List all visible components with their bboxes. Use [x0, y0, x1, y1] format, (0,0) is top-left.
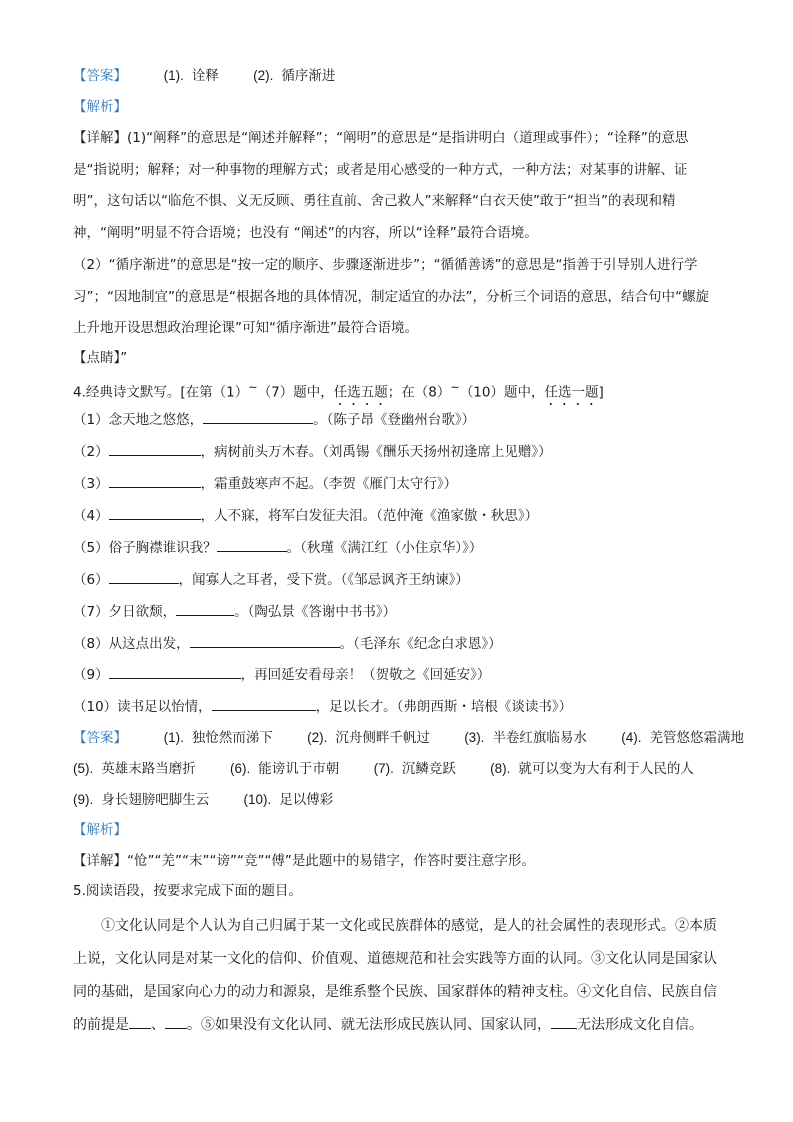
poem-item: （3） ，霜重鼓寒声不起。（李贺《雁门太守行》）	[73, 473, 457, 494]
fill-blank	[129, 1014, 151, 1029]
fill-blank	[212, 696, 316, 711]
answer-item: (3). 半卷红旗临易水	[464, 730, 587, 746]
fill-blank	[551, 1014, 577, 1029]
detail-paragraph-1: 【详解】(1)“阐释”的意思是“阐述并解释”；“阐明”的意思是“是指讲明白（道理或事件）；“诠释”的意思是“指说明；解释；对一种事物的理解方式；或者是用心感受的一种方式，一种方法；对某事的讲解、证明”，这句话以“临危不惧、义无反顾、勇往直前、舍己救人”来解释“白衣天使”敢于“担当”的表现和精神，“阐明”明显不符合语境；也没有 “阐述”的内容，所以“诠释”最符合语境。	[73, 130, 689, 241]
detail-paragraph-2: （2）“循序渐进”的意思是“按一定的顺序、步骤逐渐进步”；“循循善诱”的意思是“指善于引导别人进行学习”；“因地制宜”的意思是“根据各地的具体情况，制定适宜的办法”，分析三个词语的意思，结合句中“螺旋上升地开设思想政治理论课”可知“循序渐进”最符合语境。	[73, 257, 709, 337]
poem-item: （8）从这点出发， 。（毛泽东《纪念白求恩》）	[73, 633, 502, 654]
q4-detail: 【详解】“怆”“羌”“末”“谤”“竞”“傅”是此题中的易错字，作答时要注意字形。	[73, 853, 535, 869]
answer-label: 【答案】	[73, 730, 127, 746]
answer-item: (8). 就可以变为大有利于人民的人	[490, 761, 694, 777]
fill-blank	[203, 409, 313, 424]
answer-item: (2). 循序渐进	[253, 68, 336, 84]
fill-blank	[190, 633, 340, 648]
analysis-label: 【解析】	[73, 99, 127, 115]
answer-item: (6). 能谤讥于市朝	[230, 761, 340, 777]
q4-title: 4.经典诗文默写。[在第（1）~（7）题中，任选五题；在（8）~（10）题中，任选一题]	[73, 381, 604, 401]
dianjing-line: 【点睛】”	[73, 350, 128, 366]
poem-item: （5）俗子胸襟谁识我？ 。（秋瑾《满江红（小住京华）》）	[73, 537, 482, 558]
fill-blank	[217, 537, 287, 552]
poem-item: （7）夕日欲颓， 。（陶弘景《答谢中书书》）	[73, 601, 396, 622]
answer-item: (4). 羌管悠悠霜满地	[621, 730, 744, 746]
q4-answer-line-1	[73, 728, 744, 748]
fill-blank	[165, 1014, 187, 1029]
q4-answer-line-2	[73, 759, 694, 779]
emphasis-text: 任选一题	[544, 384, 599, 401]
q4-answer-line-3	[73, 790, 333, 810]
answer-item: (1). 独怆然而涕下	[163, 730, 273, 746]
q3-answer-line	[73, 66, 365, 86]
q5-title: 5.阅读语段，按要求完成下面的题目。	[73, 883, 302, 899]
fill-blank	[109, 664, 241, 679]
answer-label: 【答案】	[73, 68, 127, 84]
answer-item: (2). 沉舟侧畔千帆过	[307, 730, 430, 746]
answer-item: (1). 诠释	[163, 68, 219, 84]
poem-item: （6） ，闻寡人之耳者，受下赏。（《邹忌讽齐王纳谏》）	[73, 569, 469, 590]
analysis-label: 【解析】	[73, 822, 127, 838]
poem-item: （9） ，再回延安看母亲！（贺敬之《回延安》）	[73, 664, 490, 685]
answer-item: (5). 英雄末路当磨折	[73, 761, 196, 777]
fill-blank	[109, 505, 201, 520]
answer-item: (10). 足以傅彩	[243, 792, 334, 808]
poem-item: （1）念天地之悠悠， 。（陈子昂《登幽州台歌》）	[73, 409, 475, 430]
fill-blank	[109, 569, 179, 584]
fill-blank	[109, 441, 201, 456]
poem-item: （2） ，病树前头万木春。（刘禹锡《酬乐天扬州初逢席上见赠》）	[73, 441, 552, 462]
answer-item: (9). 身长翅膀吧脚生云	[73, 792, 210, 808]
poem-item: （4） ，人不寐，将军白发征夫泪。（范仲淹《渔家傲・秋思》）	[73, 505, 538, 526]
answer-item: (7). 沉鳞竞跃	[373, 761, 456, 777]
emphasis-text: 任选五题	[333, 384, 388, 401]
fill-blank	[176, 601, 234, 616]
q5-passage: ①文化认同是个人认为自己归属于某一文化或民族群体的感觉，是人的社会属性的表现形式。②本质上说，文化认同是对某一文化的信仰、价值观、道德规范和社会实践等方面的认同。③文化认同是国家认同的基础，是国家向心力的动力和源泉，是维系整个民族、国家群体的精神支柱。④文化自信、民族自信的前提是 、 。⑤如果没有文化认同、就无法形成民族认同、国家认同， 无法形成文化自信。	[73, 918, 717, 1033]
poem-item: （10）读书足以怡情， ，足以长才。（弗朗西斯・培根《谈读书》）	[73, 696, 572, 717]
fill-blank	[109, 473, 201, 488]
